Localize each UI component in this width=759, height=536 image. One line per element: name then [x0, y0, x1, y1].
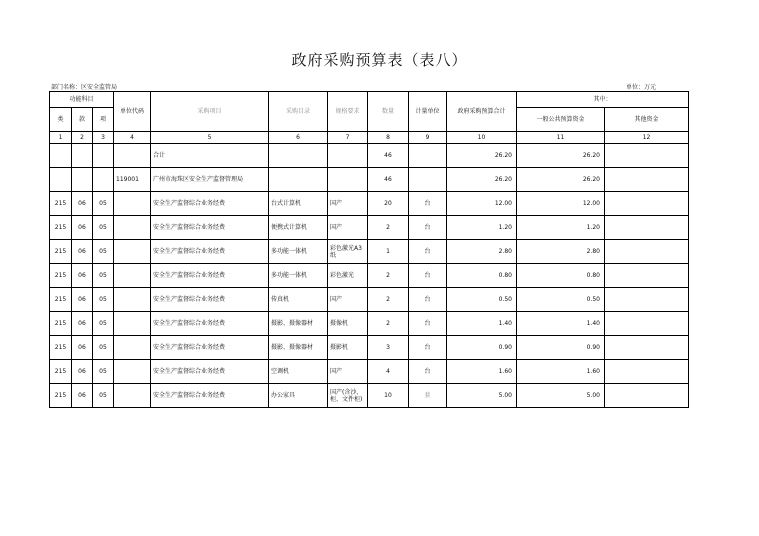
cell-quantity: 2	[368, 264, 409, 288]
cell-catalog: 多功能一体机	[269, 264, 328, 288]
column-number: 2	[72, 132, 93, 144]
cell-measure-unit: 台	[409, 360, 447, 384]
table-row	[50, 240, 689, 264]
cell-lei: 215	[50, 192, 72, 216]
header-unit-code: 单位代码	[114, 92, 151, 132]
header-catalog: 采购目录	[269, 92, 328, 132]
cell-general-budget: 0.80	[517, 264, 605, 288]
cell-project: 安全生产监督综合业务经费	[151, 264, 269, 288]
cell-other-funds	[605, 144, 689, 168]
cell-lei: 215	[50, 240, 72, 264]
cell-total: 0.80	[447, 264, 517, 288]
cell-other-funds	[605, 384, 689, 408]
cell-general-budget: 26.20	[517, 168, 605, 192]
cell-kuan: 06	[72, 384, 93, 408]
cell-quantity: 46	[368, 168, 409, 192]
cell-lei: 215	[50, 360, 72, 384]
cell-kuan: 06	[72, 336, 93, 360]
cell-kuan: 06	[72, 288, 93, 312]
cell-spec: 摄像机	[328, 312, 368, 336]
cell-catalog: 摄影、摄像器材	[269, 312, 328, 336]
cell-other-funds	[605, 192, 689, 216]
header-project: 采购项目	[151, 92, 269, 132]
cell-unit-code	[114, 240, 151, 264]
cell-measure-unit: 台	[409, 312, 447, 336]
cell-project: 安全生产监督综合业务经费	[151, 336, 269, 360]
cell-total: 26.20	[447, 168, 517, 192]
cell-unit-code	[114, 384, 151, 408]
cell-spec: 国产	[328, 360, 368, 384]
cell-measure-unit: 台	[409, 192, 447, 216]
cell-unit-code	[114, 288, 151, 312]
cell-kuan: 06	[72, 264, 93, 288]
cell-catalog: 传真机	[269, 288, 328, 312]
cell-kuan: 06	[72, 312, 93, 336]
cell-unit-code	[114, 192, 151, 216]
column-number: 12	[605, 132, 689, 144]
cell-kuan: 06	[72, 192, 93, 216]
column-number: 4	[114, 132, 151, 144]
cell-total: 5.00	[447, 384, 517, 408]
page-title: 政府采购预算表（表八）	[291, 51, 468, 69]
cell-measure-unit	[409, 168, 447, 192]
cell-project: 安全生产监督综合业务经费	[151, 288, 269, 312]
table-row	[50, 192, 689, 216]
cell-spec: 国产(含沙、柜、文件柜)	[328, 384, 368, 408]
cell-unit-code: 119001	[114, 168, 151, 192]
cell-project: 安全生产监督综合业务经费	[151, 360, 269, 384]
header-function-subject: 功能科目	[50, 92, 114, 108]
cell-spec: 摄影机	[328, 336, 368, 360]
cell-total: 26.20	[447, 144, 517, 168]
cell-spec	[328, 144, 368, 168]
column-number: 7	[328, 132, 368, 144]
cell-catalog: 空调机	[269, 360, 328, 384]
cell-xiang: 05	[93, 192, 114, 216]
cell-general-budget: 0.90	[517, 336, 605, 360]
cell-other-funds	[605, 312, 689, 336]
cell-spec	[328, 168, 368, 192]
cell-other-funds	[605, 216, 689, 240]
summary-row	[50, 144, 689, 168]
cell-spec: 国产	[328, 288, 368, 312]
cell-general-budget: 12.00	[517, 192, 605, 216]
cell-other-funds	[605, 336, 689, 360]
column-number: 8	[368, 132, 409, 144]
cell-unit-code	[114, 360, 151, 384]
cell-quantity: 10	[368, 384, 409, 408]
cell-measure-unit: 台	[409, 288, 447, 312]
header-spec: 规格要求	[328, 92, 368, 132]
cell-catalog	[269, 168, 328, 192]
header-lei: 类	[50, 108, 72, 132]
cell-project: 安全生产监督综合业务经费	[151, 384, 269, 408]
cell-measure-unit	[409, 144, 447, 168]
header-total: 政府采购预算合计	[447, 92, 517, 132]
cell-xiang: 05	[93, 384, 114, 408]
cell-measure-unit: 套	[409, 384, 447, 408]
cell-measure-unit: 台	[409, 216, 447, 240]
cell-spec: 国产	[328, 192, 368, 216]
cell-kuan: 06	[72, 216, 93, 240]
cell-catalog: 多功能一体机	[269, 240, 328, 264]
cell-total: 0.50	[447, 288, 517, 312]
header-other-funds: 其他资金	[605, 108, 689, 132]
cell-spec: 彩色激光	[328, 264, 368, 288]
cell-kuan: 06	[72, 360, 93, 384]
cell-xiang: 05	[93, 312, 114, 336]
cell-xiang: 05	[93, 288, 114, 312]
cell-general-budget: 1.40	[517, 312, 605, 336]
cell-total: 1.40	[447, 312, 517, 336]
cell-project: 合计	[151, 144, 269, 168]
cell-quantity: 2	[368, 288, 409, 312]
cell-xiang: 05	[93, 336, 114, 360]
cell-unit-code	[114, 216, 151, 240]
cell-quantity: 20	[368, 192, 409, 216]
procurement-budget-table	[49, 91, 689, 408]
cell-quantity: 46	[368, 144, 409, 168]
cell-total: 12.00	[447, 192, 517, 216]
header-of-which: 其中：	[517, 92, 689, 108]
cell-project: 安全生产监督综合业务经费	[151, 192, 269, 216]
table-row	[50, 336, 689, 360]
cell-general-budget: 0.50	[517, 288, 605, 312]
cell-general-budget: 1.20	[517, 216, 605, 240]
table-row	[50, 216, 689, 240]
cell-catalog	[269, 144, 328, 168]
cell-xiang: 05	[93, 240, 114, 264]
header-kuan: 款	[72, 108, 93, 132]
cell-catalog: 摄影、摄像器材	[269, 336, 328, 360]
cell-kuan: 06	[72, 240, 93, 264]
cell-xiang	[93, 168, 114, 192]
cell-spec: 国产	[328, 216, 368, 240]
cell-project: 安全生产监督综合业务经费	[151, 312, 269, 336]
summary-row	[50, 168, 689, 192]
cell-general-budget: 1.60	[517, 360, 605, 384]
department-name: 部门名称：区安全监管局	[51, 84, 118, 91]
cell-measure-unit: 台	[409, 240, 447, 264]
cell-project: 广州市海珠区安全生产监督管理局	[151, 168, 269, 192]
cell-kuan	[72, 168, 93, 192]
cell-unit-code	[114, 336, 151, 360]
cell-unit-code	[114, 264, 151, 288]
column-number: 3	[93, 132, 114, 144]
table-row	[50, 384, 689, 408]
cell-quantity: 1	[368, 240, 409, 264]
cell-other-funds	[605, 168, 689, 192]
cell-catalog: 便携式计算机	[269, 216, 328, 240]
cell-other-funds	[605, 288, 689, 312]
header-xiang: 项	[93, 108, 114, 132]
cell-lei: 215	[50, 264, 72, 288]
cell-unit-code	[114, 144, 151, 168]
cell-lei: 215	[50, 384, 72, 408]
cell-catalog: 台式计算机	[269, 192, 328, 216]
cell-lei: 215	[50, 336, 72, 360]
cell-other-funds	[605, 264, 689, 288]
column-number: 9	[409, 132, 447, 144]
cell-lei	[50, 144, 72, 168]
cell-measure-unit: 台	[409, 336, 447, 360]
cell-xiang: 05	[93, 216, 114, 240]
column-number: 5	[151, 132, 269, 144]
cell-kuan	[72, 144, 93, 168]
cell-xiang: 05	[93, 360, 114, 384]
cell-general-budget: 5.00	[517, 384, 605, 408]
unit-label: 单位：万元	[626, 84, 657, 91]
header-measure-unit: 计量单位	[409, 92, 447, 132]
column-number: 10	[447, 132, 517, 144]
cell-project: 安全生产监督综合业务经费	[151, 240, 269, 264]
cell-lei	[50, 168, 72, 192]
cell-xiang	[93, 144, 114, 168]
cell-catalog: 办公家具	[269, 384, 328, 408]
cell-quantity: 2	[368, 312, 409, 336]
table-row	[50, 312, 689, 336]
column-number-row	[50, 132, 689, 144]
cell-unit-code	[114, 312, 151, 336]
cell-spec: 彩色激光A3纸	[328, 240, 368, 264]
cell-xiang: 05	[93, 264, 114, 288]
table-row	[50, 288, 689, 312]
column-number: 6	[269, 132, 328, 144]
cell-other-funds	[605, 240, 689, 264]
cell-quantity: 3	[368, 336, 409, 360]
cell-lei: 215	[50, 288, 72, 312]
cell-quantity: 2	[368, 216, 409, 240]
header-quantity: 数量	[368, 92, 409, 132]
cell-total: 2.80	[447, 240, 517, 264]
table-row	[50, 264, 689, 288]
cell-quantity: 4	[368, 360, 409, 384]
column-number: 11	[517, 132, 605, 144]
table-row	[50, 360, 689, 384]
cell-total: 0.90	[447, 336, 517, 360]
cell-total: 1.60	[447, 360, 517, 384]
cell-total: 1.20	[447, 216, 517, 240]
cell-other-funds	[605, 360, 689, 384]
cell-project: 安全生产监督综合业务经费	[151, 216, 269, 240]
column-number: 1	[50, 132, 72, 144]
cell-general-budget: 2.80	[517, 240, 605, 264]
cell-measure-unit: 台	[409, 264, 447, 288]
header-general-budget: 一般公共预算资金	[517, 108, 605, 132]
cell-lei: 215	[50, 216, 72, 240]
cell-general-budget: 26.20	[517, 144, 605, 168]
cell-lei: 215	[50, 312, 72, 336]
